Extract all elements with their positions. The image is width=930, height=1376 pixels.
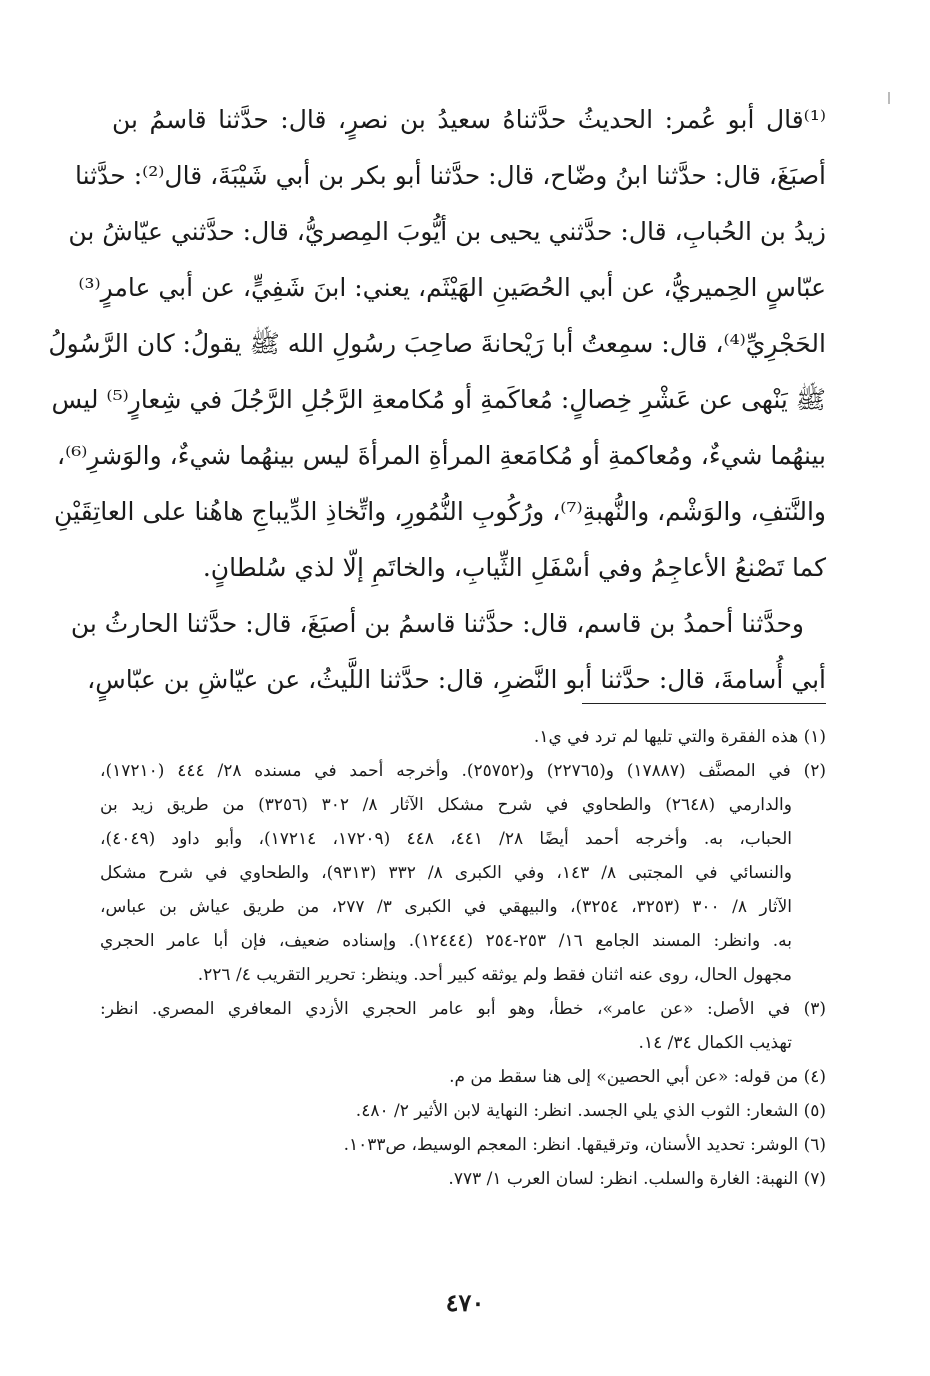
main-text-line: عبّاسٍ الحِميريُّ، عن أبي الحُصَينِ الهَيْثَم، يعني: ابنَ شَفِيٍّ، عن أبي عامرٍ⁽³⁾ — [78, 273, 826, 302]
footnote-line: (٢) في المصنَّف (١٧٨٨٧) و(٢٢٧٦٥) و(٢٥٧٥٢). وأخرجه أحمد في مسنده ٢٨/ ٤٤٤ (١٧٢١٠)، — [100, 761, 826, 781]
footnote-line: (٥) الشعار: الثوب الذي يلي الجسد. انظر: النهاية لابن الأثير ٢/ ٤٨٠. — [355, 1101, 826, 1121]
main-text-line: ﷺ يَنْهى عن عَشْرِ خِصالٍ: مُعاكَمةِ أو مُكامعةِ الرَّجُلِ الرَّجُلَ في شِعارٍ⁽⁵⁾ ليس — [51, 385, 826, 414]
main-text-line: ⁽¹⁾قال أبو عُمر: الحديثُ حدَّثناهُ سعيدُ بن نصرٍ، قال: حدَّثنا قاسمُ بن — [112, 105, 826, 134]
main-text-line: أبي أُسامةَ، قال: حدَّثنا أبو النَّضرِ، قال: حدَّثنا اللَّيثُ، عن عيّاشِ بن عبّاسٍ، — [87, 665, 826, 694]
main-text-line: كما تَصْنعُ الأعاجِمُ وفي أسْفَلِ الثِّيابِ، والخاتَمِ إلّا لذي سُلطانٍ. — [202, 553, 826, 582]
footnote-divider — [582, 703, 826, 704]
footnote-line: (١) هذه الفقرة والتي تليها لم ترد في ي١. — [533, 727, 826, 747]
main-text-block — [48, 92, 826, 708]
footnote-line: به. وانظر: المسند الجامع ١٦/ ٢٥٣-٢٥٤ (١٢٤٤٤). وإسناده ضعيف، فإن أبا عامر الحجري — [100, 931, 792, 951]
footnote-line: والنسائي في المجتبى ٨/ ١٤٣، وفي الكبرى ٨/ ٣٣٢ (٩٣١٣)، والطحاوي في شرح مشكل — [100, 863, 793, 883]
margin-mark — [888, 92, 890, 104]
footnote-line: والدارمي (٢٦٤٨) والطحاوي في شرح مشكل الآثار ٨/ ٣٠٢ (٣٢٥٦) من طريق زيد بن — [100, 795, 792, 815]
footnote-line: (٤) من قوله: «عن أبي الحصين» إلى هنا سقط من م. — [449, 1067, 826, 1087]
main-text-line: زيدُ بن الحُبابِ، قال: حدَّثني يحيى بن أيُّوبَ المِصريُّ، قال: حدَّثني عيّاشُ بن — [68, 217, 826, 246]
main-text-line: الحَجْرِيِّ⁽⁴⁾، قال: سمِعتُ أبا رَيْحانةَ صاحِبَ رسُولِ الله ﷺ يقولُ: كان الرَّسُولُ — [48, 329, 826, 358]
footnotes-block — [100, 720, 826, 1196]
main-text-line: وحدَّثنا أحمدُ بن قاسم، قال: حدَّثنا قاسمُ بن أصبَغَ، قال: حدَّثنا الحارثُ بن — [70, 609, 804, 638]
main-text-line: أصبَغَ، قال: حدَّثنا ابنُ وضّاح، قال: حدَّثنا أبو بكر بن أبي شَيْبَةَ، قال⁽²⁾: حدَّثنا — [75, 161, 826, 190]
footnote-line: تهذيب الكمال ٣٤/ ١٤. — [638, 1033, 792, 1053]
footnote-line: (٦) الوشر: تحديد الأسنان، وترقيقها. انظر: المعجم الوسيط، ص١٠٣٣. — [343, 1135, 826, 1155]
page-number: ٤٧٠ — [445, 1288, 485, 1317]
footnote-line: (٣) في الأصل: «عن عامر»، خطأ، وهو أبو عامر الحجري الأزدي المعافري المصري. انظر: — [100, 999, 826, 1019]
main-text-line: بينهُما شيءٌ، ومُعاكمةِ أو مُكامَعةِ المرأةِ المرأةَ ليس بينهُما شيءٌ، والوَشرِ⁽⁶⁾، — [57, 441, 826, 470]
footnote-line: الحباب، به. وأخرجه أحمد أيضًا ٢٨/ ٤٤١، ٤٤٨ (١٧٢٠٩، ١٧٢١٤)، وأبو داود (٤٠٤٩)، — [100, 829, 792, 849]
footnote-line: مجهول الحال، روى عنه اثنان فقط ولم يوثقه كبير أحد. وينظر: تحرير التقريب ٤/ ٢٢٦. — [197, 965, 792, 985]
main-text-line: والنَّتفِ، والوَشْم، والنُّهبةِ⁽⁷⁾، ورُكُوبِ النُّمُورِ، واتِّخاذِ الدِّيباجِ هاهُنا على العاتِقَيْنِ — [54, 497, 826, 526]
footnote-line: (٧) النهبة: الغارة والسلب. انظر: لسان العرب ١/ ٧٧٣. — [448, 1169, 826, 1189]
footnote-line: الآثار ٨/ ٣٠٠ (٣٢٥٣، ٣٢٥٤)، والبيهقي في الكبرى ٣/ ٢٧٧، من طريق عياش بن عباس، — [100, 897, 793, 917]
